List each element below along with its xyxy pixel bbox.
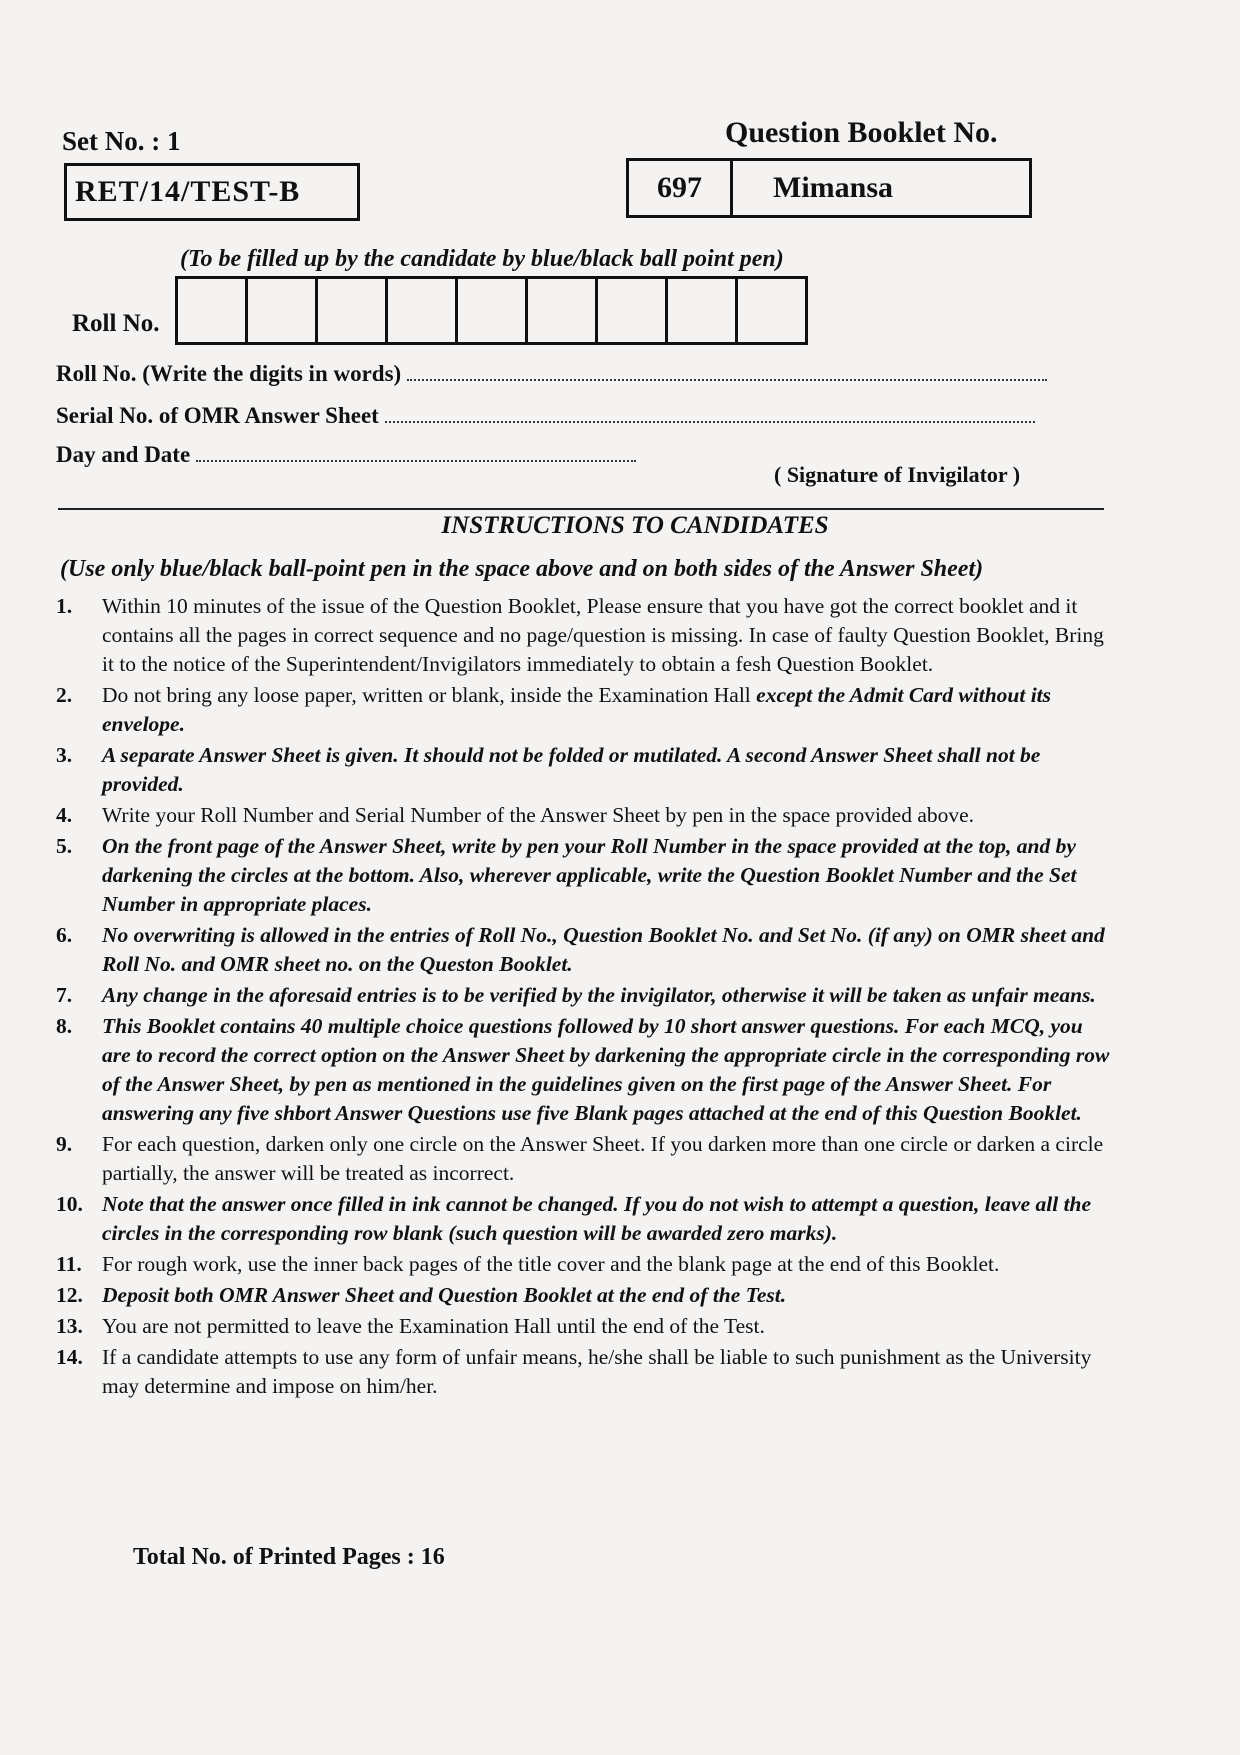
roll-no-label: Roll No. [72,310,160,337]
instruction-emphasis-text: except the Admit Card without its envelope. [102,683,1052,736]
instruction-text [102,981,1116,1010]
instruction-text [102,801,1116,830]
instruction-plain-text: For rough work, use the inner back pages of the title cover and the blank page at the end of this Booklet. [102,1252,1000,1276]
instruction-item [56,681,1116,739]
instruction-number: 10. [56,1192,83,1216]
instruction-text [102,832,1116,919]
instruction-emphasis-text: On the front page of the Answer Sheet, write by pen your Roll Number in the space provided at the top, and by darkening the circles at the bottom. Also, wherever applicable, write the Question Booklet Number and the Set Number in appropriate places. [102,834,1077,916]
roll-digit-box[interactable] [178,279,248,342]
omr-serial-field[interactable] [56,403,1035,429]
roll-no-words-field[interactable] [56,361,1047,387]
instruction-plain-text: If a candidate attempts to use any form of unfair means, he/she shall be liable to such punishment as the University may determine and impose on him/her. [102,1345,1092,1398]
invigilator-signature-label: ( Signature of Invigilator ) [774,462,1021,487]
roll-digit-box[interactable] [738,279,808,342]
instruction-number: 7. [56,983,73,1007]
instruction-item [56,921,1116,979]
instruction-emphasis-text: No overwriting is allowed in the entries of Roll No., Question Booklet No. and Set No. (if any) on OMR sheet and Roll No. and OMR sheet no. on the Queston Booklet. [102,923,1105,976]
dotted-line [385,420,1035,423]
instruction-item [56,1190,1116,1248]
instruction-text [102,592,1116,679]
instruction-plain-text: Do not bring any loose paper, written or blank, inside the Examination Hall [102,683,757,707]
instructions-subheading: (Use only blue/black ball-point pen in the space above and on both sides of the Answer Sheet) [60,556,984,582]
roll-digit-box[interactable] [318,279,388,342]
instruction-number: 1. [56,594,73,618]
instruction-item [56,592,1116,679]
instruction-text [102,921,1116,979]
instruction-item [56,1130,1116,1188]
question-booklet-box [626,158,1032,218]
booklet-number: 697 [629,161,733,215]
total-printed-pages: Total No. of Printed Pages : 16 [133,1544,445,1570]
instruction-item [56,741,1116,799]
instruction-text [102,1312,1116,1341]
day-date-label: Day and Date [56,442,191,467]
subject-name: Mimansa [773,171,893,204]
set-number: Set No. : 1 [62,126,181,156]
roll-digit-box[interactable] [598,279,668,342]
instruction-plain-text: Write your Roll Number and Serial Number of the Answer Sheet by pen in the space provided above. [102,803,975,827]
instruction-text [102,1281,1116,1310]
instruction-emphasis-text: Deposit both OMR Answer Sheet and Question Booklet at the end of the Test. [102,1283,787,1307]
instruction-number: 9. [56,1132,73,1156]
fill-note: (To be filled up by the candidate by blue/black ball point pen) [180,246,784,272]
instruction-number: 5. [56,834,73,858]
instruction-item [56,981,1116,1010]
dotted-line [196,459,636,462]
instruction-number: 12. [56,1283,83,1307]
instruction-text [102,1250,1116,1279]
instruction-emphasis-text: Note that the answer once filled in ink cannot be changed. If you do not wish to attempt a question, leave all the circles in the corresponding row blank (such question will be awarded zero marks). [102,1192,1092,1245]
instruction-number: 4. [56,803,73,827]
instruction-item [56,1250,1116,1279]
instruction-text [102,681,1116,739]
instruction-item [56,1312,1116,1341]
instruction-number: 2. [56,683,73,707]
roll-digit-box[interactable] [458,279,528,342]
instruction-plain-text: For each question, darken only one circle on the Answer Sheet. If you darken more than one circle or darken a circle partially, the answer will be treated as incorrect. [102,1132,1104,1185]
omr-serial-label: Serial No. of OMR Answer Sheet [56,403,379,428]
instruction-emphasis-text: A separate Answer Sheet is given. It should not be folded or mutilated. A second Answer Sheet shall not be provided. [102,743,1041,796]
instruction-item [56,801,1116,830]
dotted-line [407,378,1047,381]
divider [58,508,1104,510]
roll-no-boxes[interactable] [175,276,808,345]
instructions-heading: INSTRUCTIONS TO CANDIDATES [441,512,829,539]
instruction-number: 3. [56,743,73,767]
instruction-plain-text: You are not permitted to leave the Examination Hall until the end of the Test. [102,1314,765,1338]
instruction-emphasis-text: This Booklet contains 40 multiple choice questions followed by 10 short answer questions. For each MCQ, you are to record the correct option on the Answer Sheet by darkening the appropriate circle in the corresponding row of the Answer Sheet, by pen as mentioned in the guidelines given on the first page of the Answer Sheet. For answering any five shbort Answer Questions use five Blank pages attached at the end of this Question Booklet. [102,1014,1110,1125]
instruction-number: 8. [56,1014,73,1038]
set-code-box: RET/14/TEST-B [64,163,360,221]
roll-digit-box[interactable] [528,279,598,342]
roll-no-words-label: Roll No. (Write the digits in words) [56,361,402,386]
instruction-item [56,1281,1116,1310]
instruction-item [56,1343,1116,1401]
instruction-number: 11. [56,1252,82,1276]
instruction-text [102,1012,1116,1128]
instructions-list [56,592,1116,1403]
instruction-text [102,741,1116,799]
instruction-item [56,1012,1116,1128]
instruction-item [56,832,1116,919]
instruction-plain-text: Within 10 minutes of the issue of the Question Booklet, Please ensure that you have got the correct booklet and it contains all the pages in correct sequence and no page/question is missing. In case of faulty Question Booklet, Bring it to the notice of the Superintendent/Invigilators immediately to obtain a fesh Question Booklet. [102,594,1104,676]
instruction-text [102,1190,1116,1248]
roll-digit-box[interactable] [388,279,458,342]
roll-digit-box[interactable] [668,279,738,342]
instruction-text [102,1343,1116,1401]
instruction-number: 14. [56,1345,83,1369]
instruction-number: 6. [56,923,73,947]
question-booklet-label: Question Booklet No. [725,116,998,149]
day-date-field[interactable] [56,442,636,468]
instruction-number: 13. [56,1314,83,1338]
instruction-emphasis-text: Any change in the aforesaid entries is to be verified by the invigilator, otherwise it will be taken as unfair means. [102,983,1096,1007]
roll-digit-box[interactable] [248,279,318,342]
instruction-text [102,1130,1116,1188]
